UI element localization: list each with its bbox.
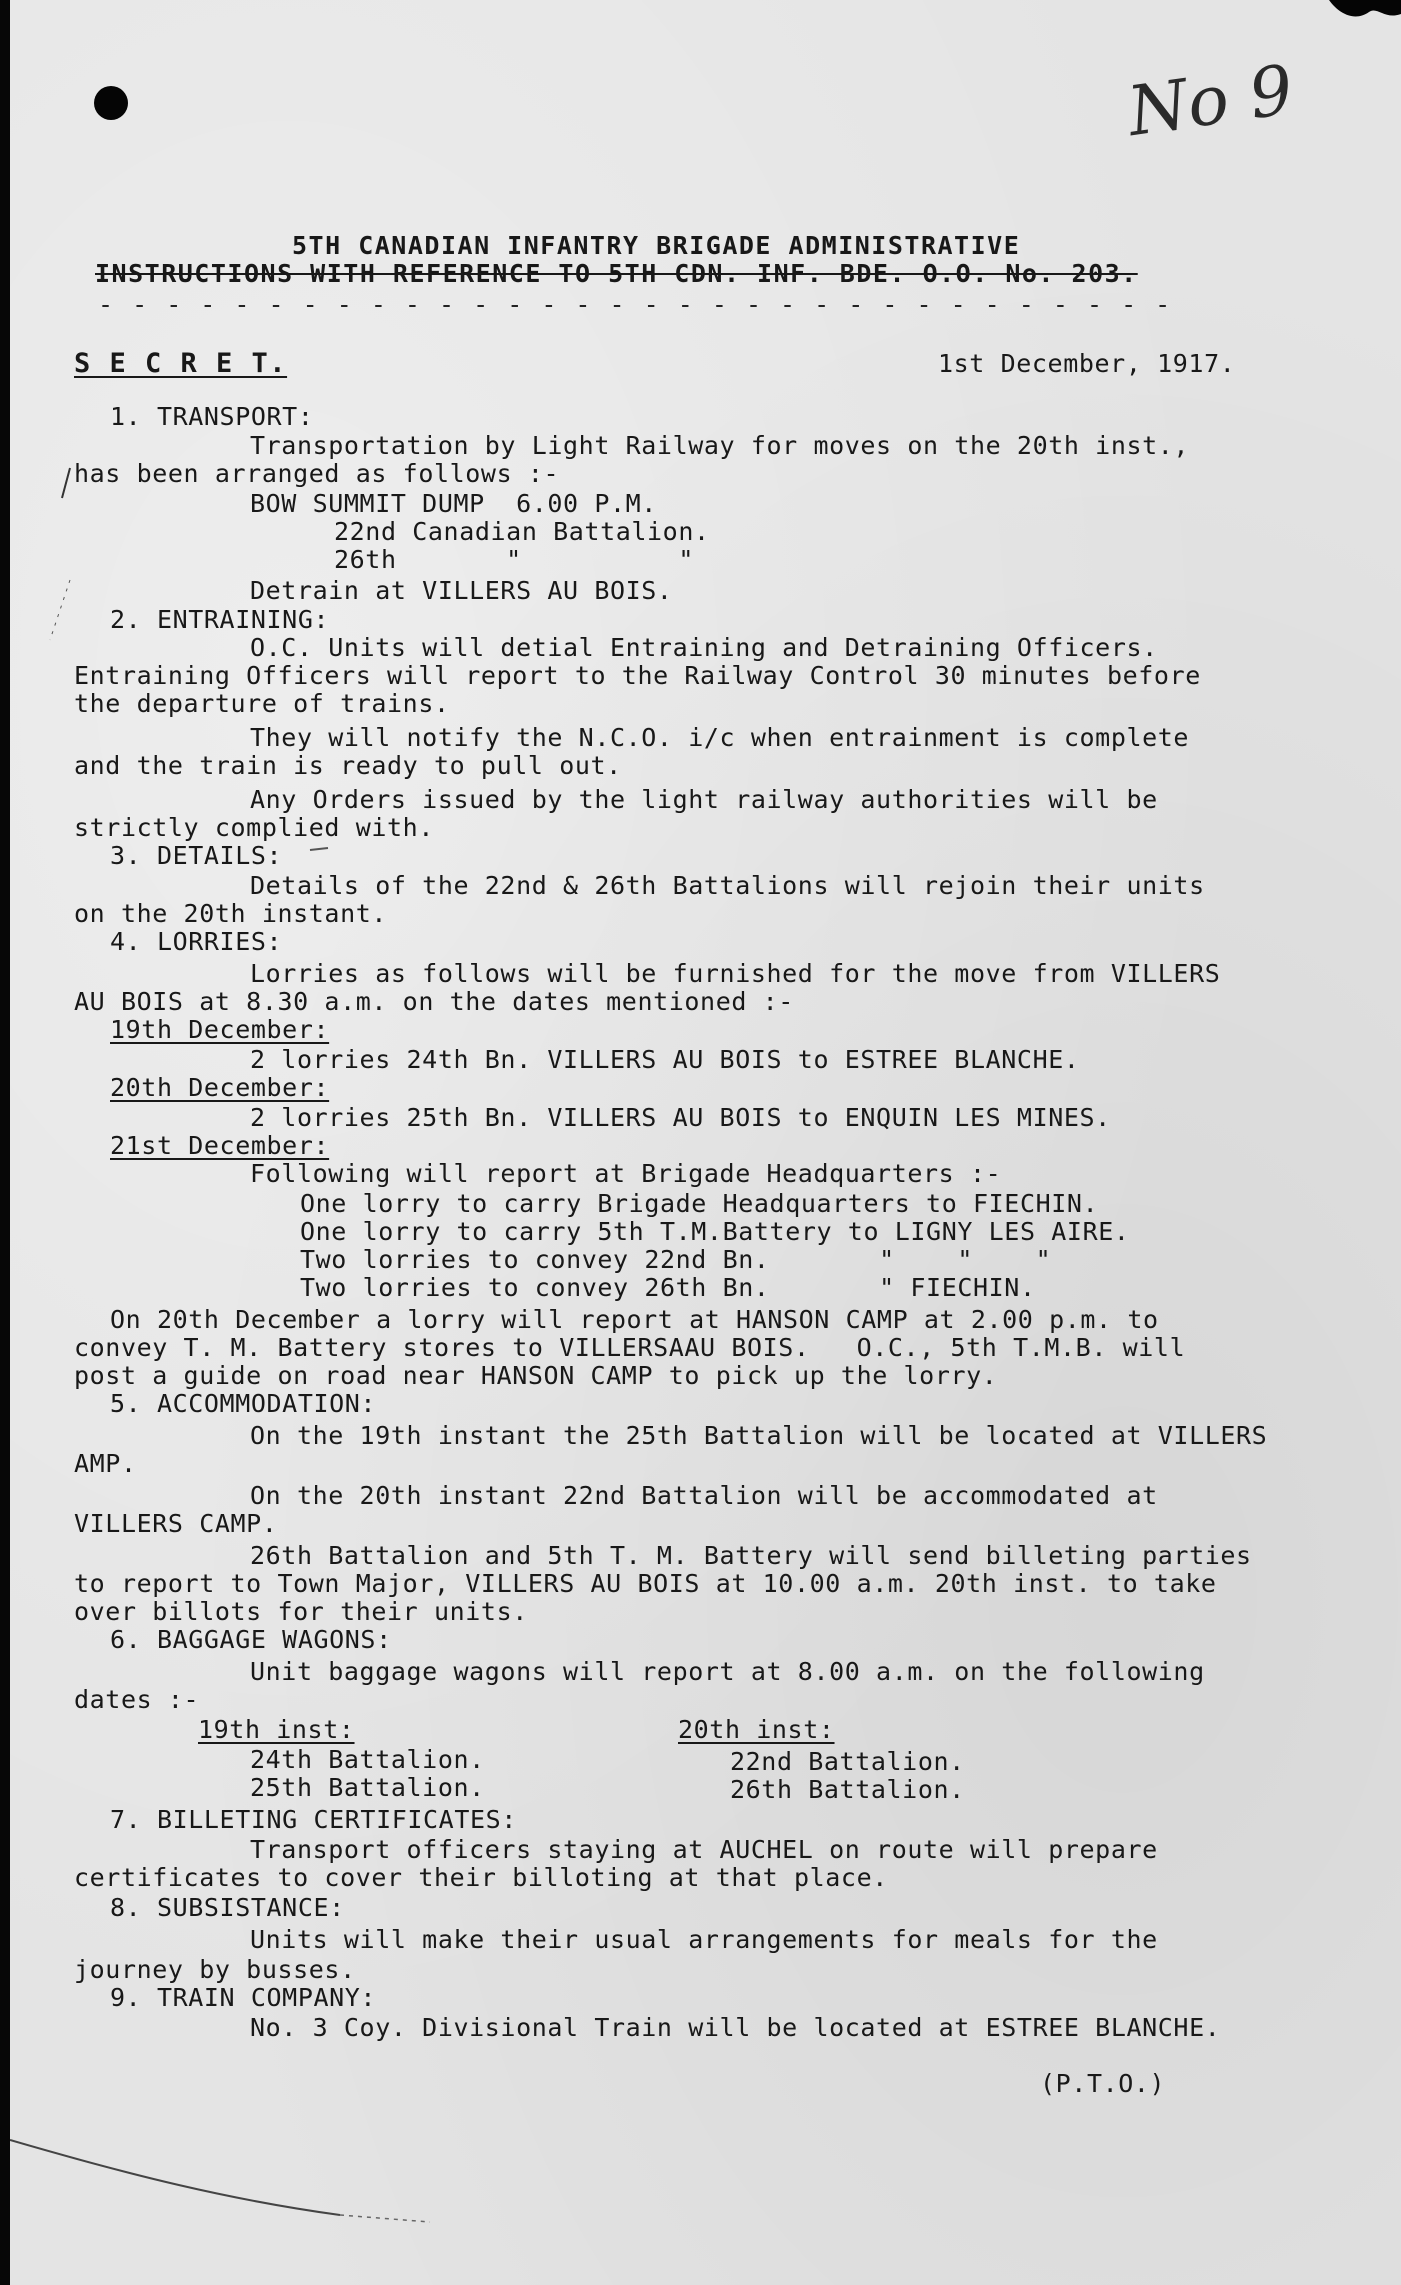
lorries-date-heading: 19th December:: [110, 1015, 330, 1044]
header-line-1: 5TH CANADIAN INFANTRY BRIGADE ADMINISTRATIVE: [292, 231, 1021, 260]
body-line: 26th " ": [334, 545, 694, 574]
lorries-date-heading: 21st December:: [110, 1131, 330, 1160]
document-date: 1st December, 1917.: [938, 349, 1236, 378]
section-2-heading: 2. ENTRAINING:: [110, 605, 330, 634]
body-line: Two lorries to convey 22nd Bn. " " ": [300, 1245, 1052, 1274]
body-line: No. 3 Coy. Divisional Train will be located at ESTREE BLANCHE.: [250, 2013, 1221, 2042]
body-line: strictly complied with.: [74, 813, 434, 842]
body-line: on the 20th instant.: [74, 899, 388, 928]
body-line: One lorry to carry 5th T.M.Battery to LIGNY LES AIRE.: [300, 1217, 1130, 1246]
section-3-heading: 3. DETAILS:: [110, 841, 283, 870]
body-line: AU BOIS at 8.30 a.m. on the dates mentioned :-: [74, 987, 794, 1016]
section-5-heading: 5. ACCOMMODATION:: [110, 1389, 377, 1418]
body-line: On 20th December a lorry will report at HANSON CAMP at 2.00 p.m. to: [110, 1305, 1159, 1334]
body-line: post a guide on road near HANSON CAMP to pick up the lorry.: [74, 1361, 998, 1390]
section-6-heading: 6. BAGGAGE WAGONS:: [110, 1625, 392, 1654]
body-line: 2 lorries 24th Bn. VILLERS AU BOIS to ESTREE BLANCHE.: [250, 1045, 1080, 1074]
baggage-unit: 24th Battalion.: [250, 1745, 485, 1774]
body-line: 2 lorries 25th Bn. VILLERS AU BOIS to ENQUIN LES MINES.: [250, 1103, 1111, 1132]
body-line: One lorry to carry Brigade Headquarters to FIECHIN.: [300, 1189, 1099, 1218]
body-line: 22nd Canadian Battalion.: [334, 517, 710, 546]
body-line: Lorries as follows will be furnished for the move from VILLERS: [250, 959, 1221, 988]
section-4-heading: 4. LORRIES:: [110, 927, 283, 956]
body-line: Any Orders issued by the light railway authorities will be: [250, 785, 1158, 814]
body-line: On the 20th instant 22nd Battalion will be accommodated at: [250, 1481, 1158, 1510]
document-page: [10, 0, 1401, 2285]
body-line: On the 19th instant the 25th Battalion will be located at VILLERS: [250, 1421, 1268, 1450]
body-line: Transportation by Light Railway for moves on the 20th inst.,: [250, 431, 1190, 460]
body-line: Transport officers staying at AUCHEL on route will prepare: [250, 1835, 1158, 1864]
body-line: O.C. Units will detial Entraining and Detraining Officers.: [250, 633, 1158, 662]
classification: S E C R E T.: [74, 348, 288, 379]
body-line: Units will make their usual arrangements for meals for the: [250, 1925, 1158, 1954]
section-7-heading: 7. BILLETING CERTIFICATES:: [110, 1805, 517, 1834]
body-line: AMP.: [74, 1449, 137, 1478]
body-line: journey by busses.: [74, 1955, 356, 1984]
header-line-2: INSTRUCTIONS WITH REFERENCE TO 5TH CDN. INF. BDE. O.O. No. 203.: [95, 259, 1138, 288]
body-line: to report to Town Major, VILLERS AU BOIS at 10.00 a.m. 20th inst. to take: [74, 1569, 1217, 1598]
header-divider: - - - - - - - - - - - - - - - - - - - - - - - - - - - - - - - -: [98, 290, 1173, 319]
section-1-heading: 1. TRANSPORT:: [110, 402, 314, 431]
body-line: They will notify the N.C.O. i/c when entrainment is complete: [250, 723, 1190, 752]
baggage-date-heading-20th: 20th inst:: [678, 1715, 835, 1744]
body-line: the departure of trains.: [74, 689, 450, 718]
body-line: Detrain at VILLERS AU BOIS.: [250, 576, 673, 605]
section-9-heading: 9. TRAIN COMPANY:: [110, 1983, 377, 2012]
body-line: certificates to cover their billoting at that place.: [74, 1863, 888, 1892]
body-line: Two lorries to convey 26th Bn. " FIECHIN.: [300, 1273, 1036, 1302]
baggage-unit: 26th Battalion.: [730, 1775, 965, 1804]
body-line: dates :-: [74, 1685, 200, 1714]
body-line: BOW SUMMIT DUMP 6.00 P.M.: [250, 489, 657, 518]
body-line: has been arranged as follows :-: [74, 459, 560, 488]
body-line: 26th Battalion and 5th T. M. Battery will send billeting parties: [250, 1541, 1252, 1570]
stray-marks: [10, 0, 1401, 2285]
body-line: Following will report at Brigade Headquarters :-: [250, 1159, 1002, 1188]
please-turn-over: (P.T.O.): [1040, 2069, 1166, 2098]
baggage-unit: 25th Battalion.: [250, 1773, 485, 1802]
body-line: convey T. M. Battery stores to VILLERSAAU BOIS. O.C., 5th T.M.B. will: [74, 1333, 1186, 1362]
lorries-date-heading: 20th December:: [110, 1073, 330, 1102]
body-line: Details of the 22nd & 26th Battalions will rejoin their units: [250, 871, 1205, 900]
body-line: VILLERS CAMP.: [74, 1509, 278, 1538]
baggage-date-heading-19th: 19th inst:: [198, 1715, 355, 1744]
body-line: and the train is ready to pull out.: [74, 751, 622, 780]
section-8-heading: 8. SUBSISTANCE:: [110, 1893, 345, 1922]
body-line: over billots for their units.: [74, 1597, 528, 1626]
handwritten-page-number: No 9: [1123, 50, 1299, 153]
body-line: Unit baggage wagons will report at 8.00 a.m. on the following: [250, 1657, 1205, 1686]
body-line: Entraining Officers will report to the Railway Control 30 minutes before: [74, 661, 1201, 690]
baggage-unit: 22nd Battalion.: [730, 1747, 965, 1776]
